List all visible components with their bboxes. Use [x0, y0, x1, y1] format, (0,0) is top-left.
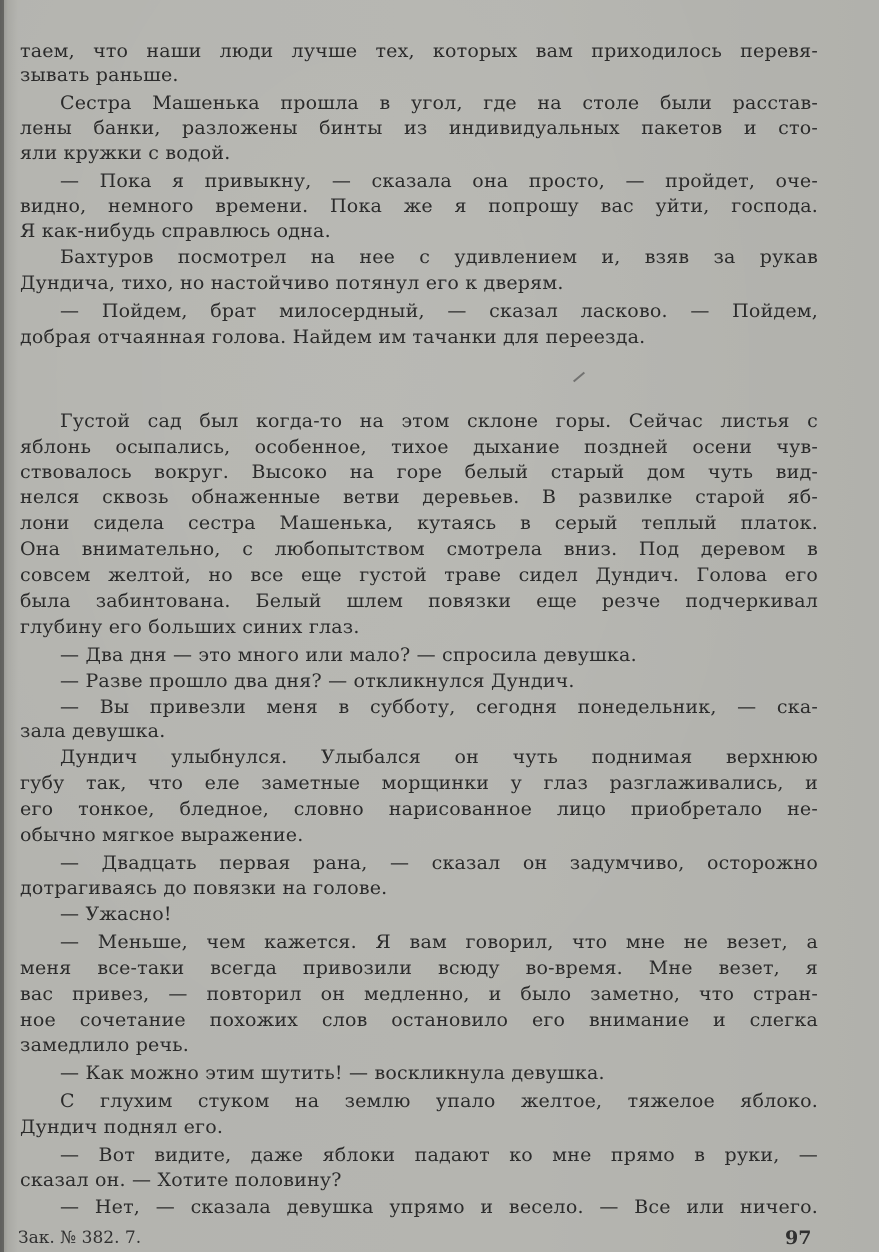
text-line: Дундича, тихо, но настойчиво потянул его к дверям. — [20, 272, 564, 294]
text-line: яли кружки с водой. — [20, 142, 231, 164]
text-line: ное сочетание похожих слов остановило его внимание и слегка — [20, 1009, 818, 1031]
text-line: Густой сад был когда-то на этом склоне горы. Сейчас листья с — [60, 410, 818, 432]
text-line: — Нет, — сказала девушка упрямо и весело. — Все или ничего. — [60, 1196, 818, 1218]
text-line: — Вы привезли меня в субботу, сегодня понедельник, — ска- — [60, 696, 818, 718]
text-line: его тонкое, бледное, словно нарисованное лицо приобретало не- — [20, 798, 818, 820]
text-line: совсем желтой, но все еще густой траве сидел Дундич. Голова его — [20, 564, 818, 586]
section-separator — [573, 372, 585, 383]
text-line: была забинтована. Белый шлем повязки еще резче подчеркивал — [20, 590, 818, 612]
text-line: меня все-таки всегда привозили всюду во-время. Мне везет, я — [20, 957, 818, 979]
text-line: — Разве прошло два дня? — откликнулся Дундич. — [60, 670, 575, 692]
text-line: Сестра Машенька прошла в угол, где на столе были расстав- — [60, 92, 818, 114]
text-line: зала девушка. — [20, 720, 166, 742]
page-number: 97 — [785, 1227, 812, 1249]
page-binding-edge — [0, 0, 4, 1252]
text-line: Она внимательно, с любопытством смотрела вниз. Под деревом в — [20, 538, 818, 560]
text-line: видно, немного времени. Пока же я попрошу вас уйти, господа. — [20, 195, 818, 217]
text-line: добрая отчаянная голова. Найдем им тачанки для переезда. — [20, 326, 646, 348]
text-line: Я как-нибудь справлюсь одна. — [20, 220, 331, 242]
text-line: сказал он. — Хотите половину? — [20, 1169, 342, 1191]
text-line: Дундич улыбнулся. Улыбался он чуть поднимая верхнюю — [60, 746, 818, 768]
text-line: таем, что наши люди лучше тех, которых вам приходилось перевя- — [20, 40, 818, 62]
text-line: С глухим стуком на землю упало желтое, тяжелое яблоко. — [60, 1090, 818, 1112]
text-line: — Пока я привыкну, — сказала она просто, — пройдет, оче- — [60, 170, 818, 192]
text-line: губу так, что еле заметные морщинки у глаз разглаживались, и — [20, 772, 818, 794]
text-line: яблонь осыпались, особенное, тихое дыхание поздней осени чув- — [20, 436, 818, 458]
text-line: глубину его больших синих глаз. — [20, 616, 360, 638]
text-line: нелся сквозь обнаженные ветви деревьев. В развилке старой яб- — [20, 486, 818, 508]
text-line: — Меньше, чем кажется. Я вам говорил, что мне не везет, а — [60, 931, 818, 953]
text-line: — Два дня — это много или мало? — спросила девушка. — [60, 644, 637, 666]
print-imprint: Зак. № 382. 7. — [18, 1228, 142, 1248]
text-line: вас привез, — повторил он медленно, и было заметно, что стран- — [20, 983, 818, 1005]
text-line: лены банки, разложены бинты из индивидуальных пакетов и сто- — [20, 117, 818, 139]
text-line: Бахтуров посмотрел на нее с удивлением и, взяв за рукав — [60, 246, 818, 268]
text-line: лони сидела сестра Машенька, кутаясь в серый теплый платок. — [20, 512, 818, 534]
text-line: — Ужасно! — [60, 903, 172, 925]
text-line: обычно мягкое выражение. — [20, 824, 304, 846]
text-line: замедлило речь. — [20, 1034, 190, 1056]
text-line: — Двадцать первая рана, — сказал он задумчиво, осторожно — [60, 852, 818, 874]
text-line: — Как можно этим шутить! — воскликнула девушка. — [60, 1062, 605, 1084]
text-line: — Пойдем, брат милосердный, — сказал ласково. — Пойдем, — [60, 300, 818, 322]
text-line: зывать раньше. — [20, 64, 179, 86]
text-line: — Вот видите, даже яблоки падают ко мне прямо в руки, — — [60, 1144, 818, 1166]
text-line: Дундич поднял его. — [20, 1116, 224, 1138]
text-line: дотрагиваясь до повязки на голове. — [20, 877, 388, 899]
text-line: ствовалось вокруг. Высоко на горе белый старый дом чуть вид- — [20, 461, 818, 483]
